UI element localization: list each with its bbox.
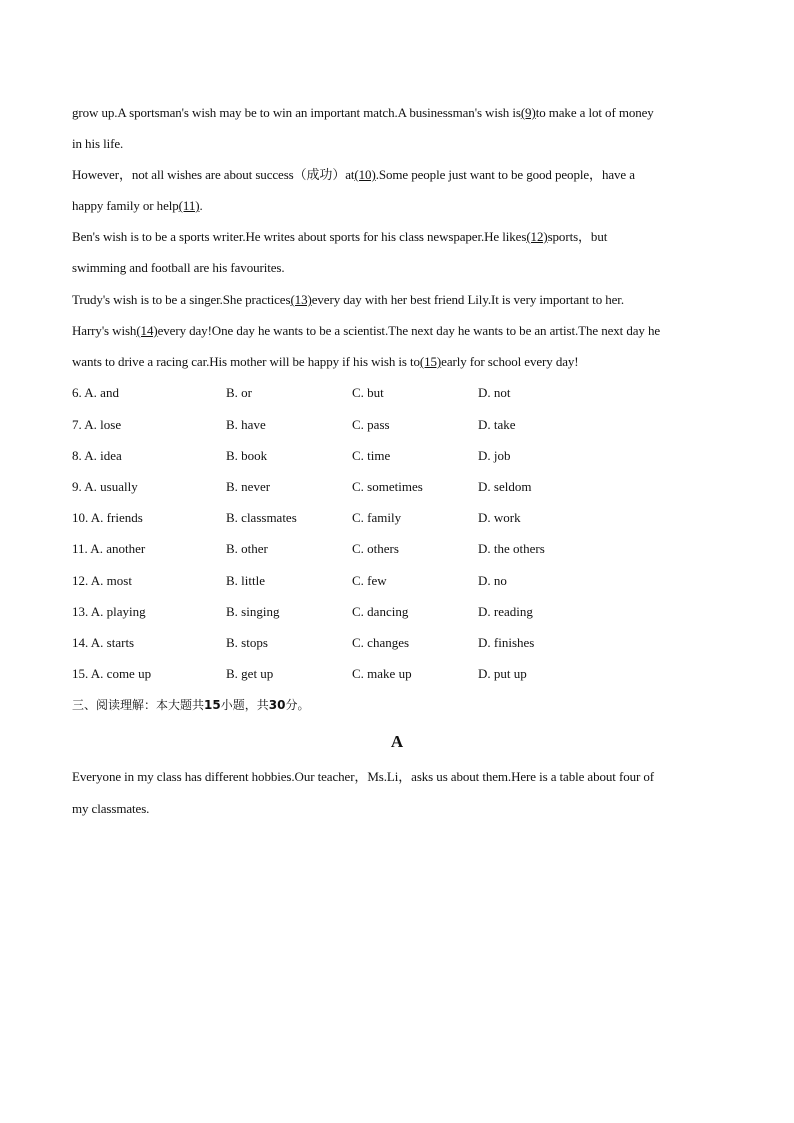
blank-10: (10)	[354, 167, 376, 182]
option-b: B. other	[226, 541, 268, 556]
question-number: 15. A.	[72, 666, 104, 681]
option-a-text: and	[100, 385, 119, 400]
blank-9: (9)	[520, 105, 536, 120]
text: happy family or help	[72, 198, 179, 213]
option-a-text: most	[106, 573, 132, 588]
option-a	[72, 635, 134, 651]
blank-13: (13)	[290, 292, 312, 307]
blank-12: (12)	[526, 229, 548, 244]
option-a	[72, 541, 145, 557]
text: .Some people just want to be good people，have a	[375, 167, 635, 182]
option-a-text: another	[106, 541, 146, 556]
option-b: B. little	[226, 573, 265, 588]
option-a	[72, 573, 132, 589]
option-c: C. pass	[352, 417, 390, 432]
option-d: D. not	[478, 385, 511, 400]
option-d: D. the others	[478, 541, 545, 556]
option-d: D. no	[478, 573, 507, 588]
option-b: B. book	[226, 448, 268, 463]
option-d: D. take	[478, 417, 516, 432]
question-number: 9. A.	[72, 479, 97, 494]
option-a	[72, 479, 138, 495]
text: .	[199, 198, 203, 213]
text: every day!One day he wants to be a scientist.The next day he wants to be an artist.The next day he	[157, 323, 661, 338]
option-d: D. seldom	[478, 479, 532, 494]
option-a-text: friends	[106, 510, 143, 525]
option-a	[72, 417, 121, 433]
passage-a-line-2: my classmates.	[72, 801, 150, 816]
option-c: C. time	[352, 448, 391, 463]
passage-line-3	[72, 167, 732, 183]
passage-line-6: swimming and football are his favourites.	[72, 260, 285, 275]
passage-line-4	[72, 198, 732, 214]
passage-line-9	[72, 354, 732, 370]
blank-11: (11)	[178, 198, 200, 213]
passage-line-2: in his life.	[72, 136, 124, 151]
question-number: 7. A.	[72, 417, 97, 432]
text: 小题，共	[220, 698, 269, 712]
question-count: 15	[204, 698, 221, 712]
option-a-text: come up	[106, 666, 152, 681]
option-c: C. sometimes	[352, 479, 423, 494]
option-b: B. get up	[226, 666, 274, 681]
option-a-text: starts	[106, 635, 135, 650]
passage-line-7	[72, 292, 732, 308]
option-a-text: lose	[100, 417, 122, 432]
option-c: C. changes	[352, 635, 410, 650]
option-d: D. finishes	[478, 635, 535, 650]
score-total: 30	[268, 698, 286, 712]
option-c: C. others	[352, 541, 399, 556]
option-b: B. have	[226, 417, 266, 432]
section-heading	[72, 697, 732, 713]
option-a	[72, 385, 119, 401]
text: Harry's wish	[72, 323, 137, 338]
text: every day with her best friend Lily.It is very important to her.	[311, 292, 624, 307]
option-a	[72, 510, 143, 526]
question-number: 13. A.	[72, 604, 104, 619]
option-a	[72, 604, 146, 620]
option-b: B. or	[226, 385, 252, 400]
option-b: B. never	[226, 479, 271, 494]
option-a-text: usually	[100, 479, 138, 494]
passage-line-1	[72, 105, 732, 121]
option-a-text: idea	[100, 448, 122, 463]
question-number: 12. A.	[72, 573, 104, 588]
option-c: C. but	[352, 385, 384, 400]
option-c: C. make up	[352, 666, 412, 681]
option-b: B. stops	[226, 635, 268, 650]
option-a-text: playing	[106, 604, 146, 619]
text: wants to drive a racing car.His mother will be happy if his wish is to	[72, 354, 420, 369]
text: early for school every day!	[441, 354, 579, 369]
option-c: C. few	[352, 573, 387, 588]
passage-title: A	[390, 732, 404, 751]
option-c: C. dancing	[352, 604, 409, 619]
option-b: B. classmates	[226, 510, 297, 525]
question-number: 10. A.	[72, 510, 104, 525]
passage-a-line-1: Everyone in my class has different hobbies.Our teacher，Ms.Li，asks us about them.Here is a table about four of	[72, 769, 655, 784]
option-a	[72, 666, 151, 682]
passage-line-5	[72, 229, 732, 245]
question-number: 8. A.	[72, 448, 97, 463]
option-d: D. job	[478, 448, 511, 463]
question-number: 6. A.	[72, 385, 97, 400]
text: Trudy's wish is to be a singer.She practices	[72, 292, 291, 307]
text: However，not all wishes are about success（成功）at	[72, 167, 355, 182]
option-c: C. family	[352, 510, 402, 525]
text: 三、阅读理解：本大题共	[72, 698, 205, 712]
blank-15: (15)	[419, 354, 442, 369]
blank-14: (14)	[136, 323, 158, 338]
question-number: 11. A.	[72, 541, 103, 556]
option-b: B. singing	[226, 604, 280, 619]
option-a	[72, 448, 122, 464]
text: grow up.A sportsman's wish may be to win an important match.A businessman's wish is	[72, 105, 521, 120]
text: to make a lot of money	[535, 105, 654, 120]
text: sports，but	[547, 229, 608, 244]
question-number: 14. A.	[72, 635, 104, 650]
text: 分。	[285, 698, 310, 712]
passage-line-8	[72, 323, 732, 339]
option-d: D. work	[478, 510, 521, 525]
option-d: D. put up	[478, 666, 527, 681]
text: Ben's wish is to be a sports writer.He writes about sports for his class newspaper.He likes	[72, 229, 527, 244]
option-d: D. reading	[478, 604, 533, 619]
